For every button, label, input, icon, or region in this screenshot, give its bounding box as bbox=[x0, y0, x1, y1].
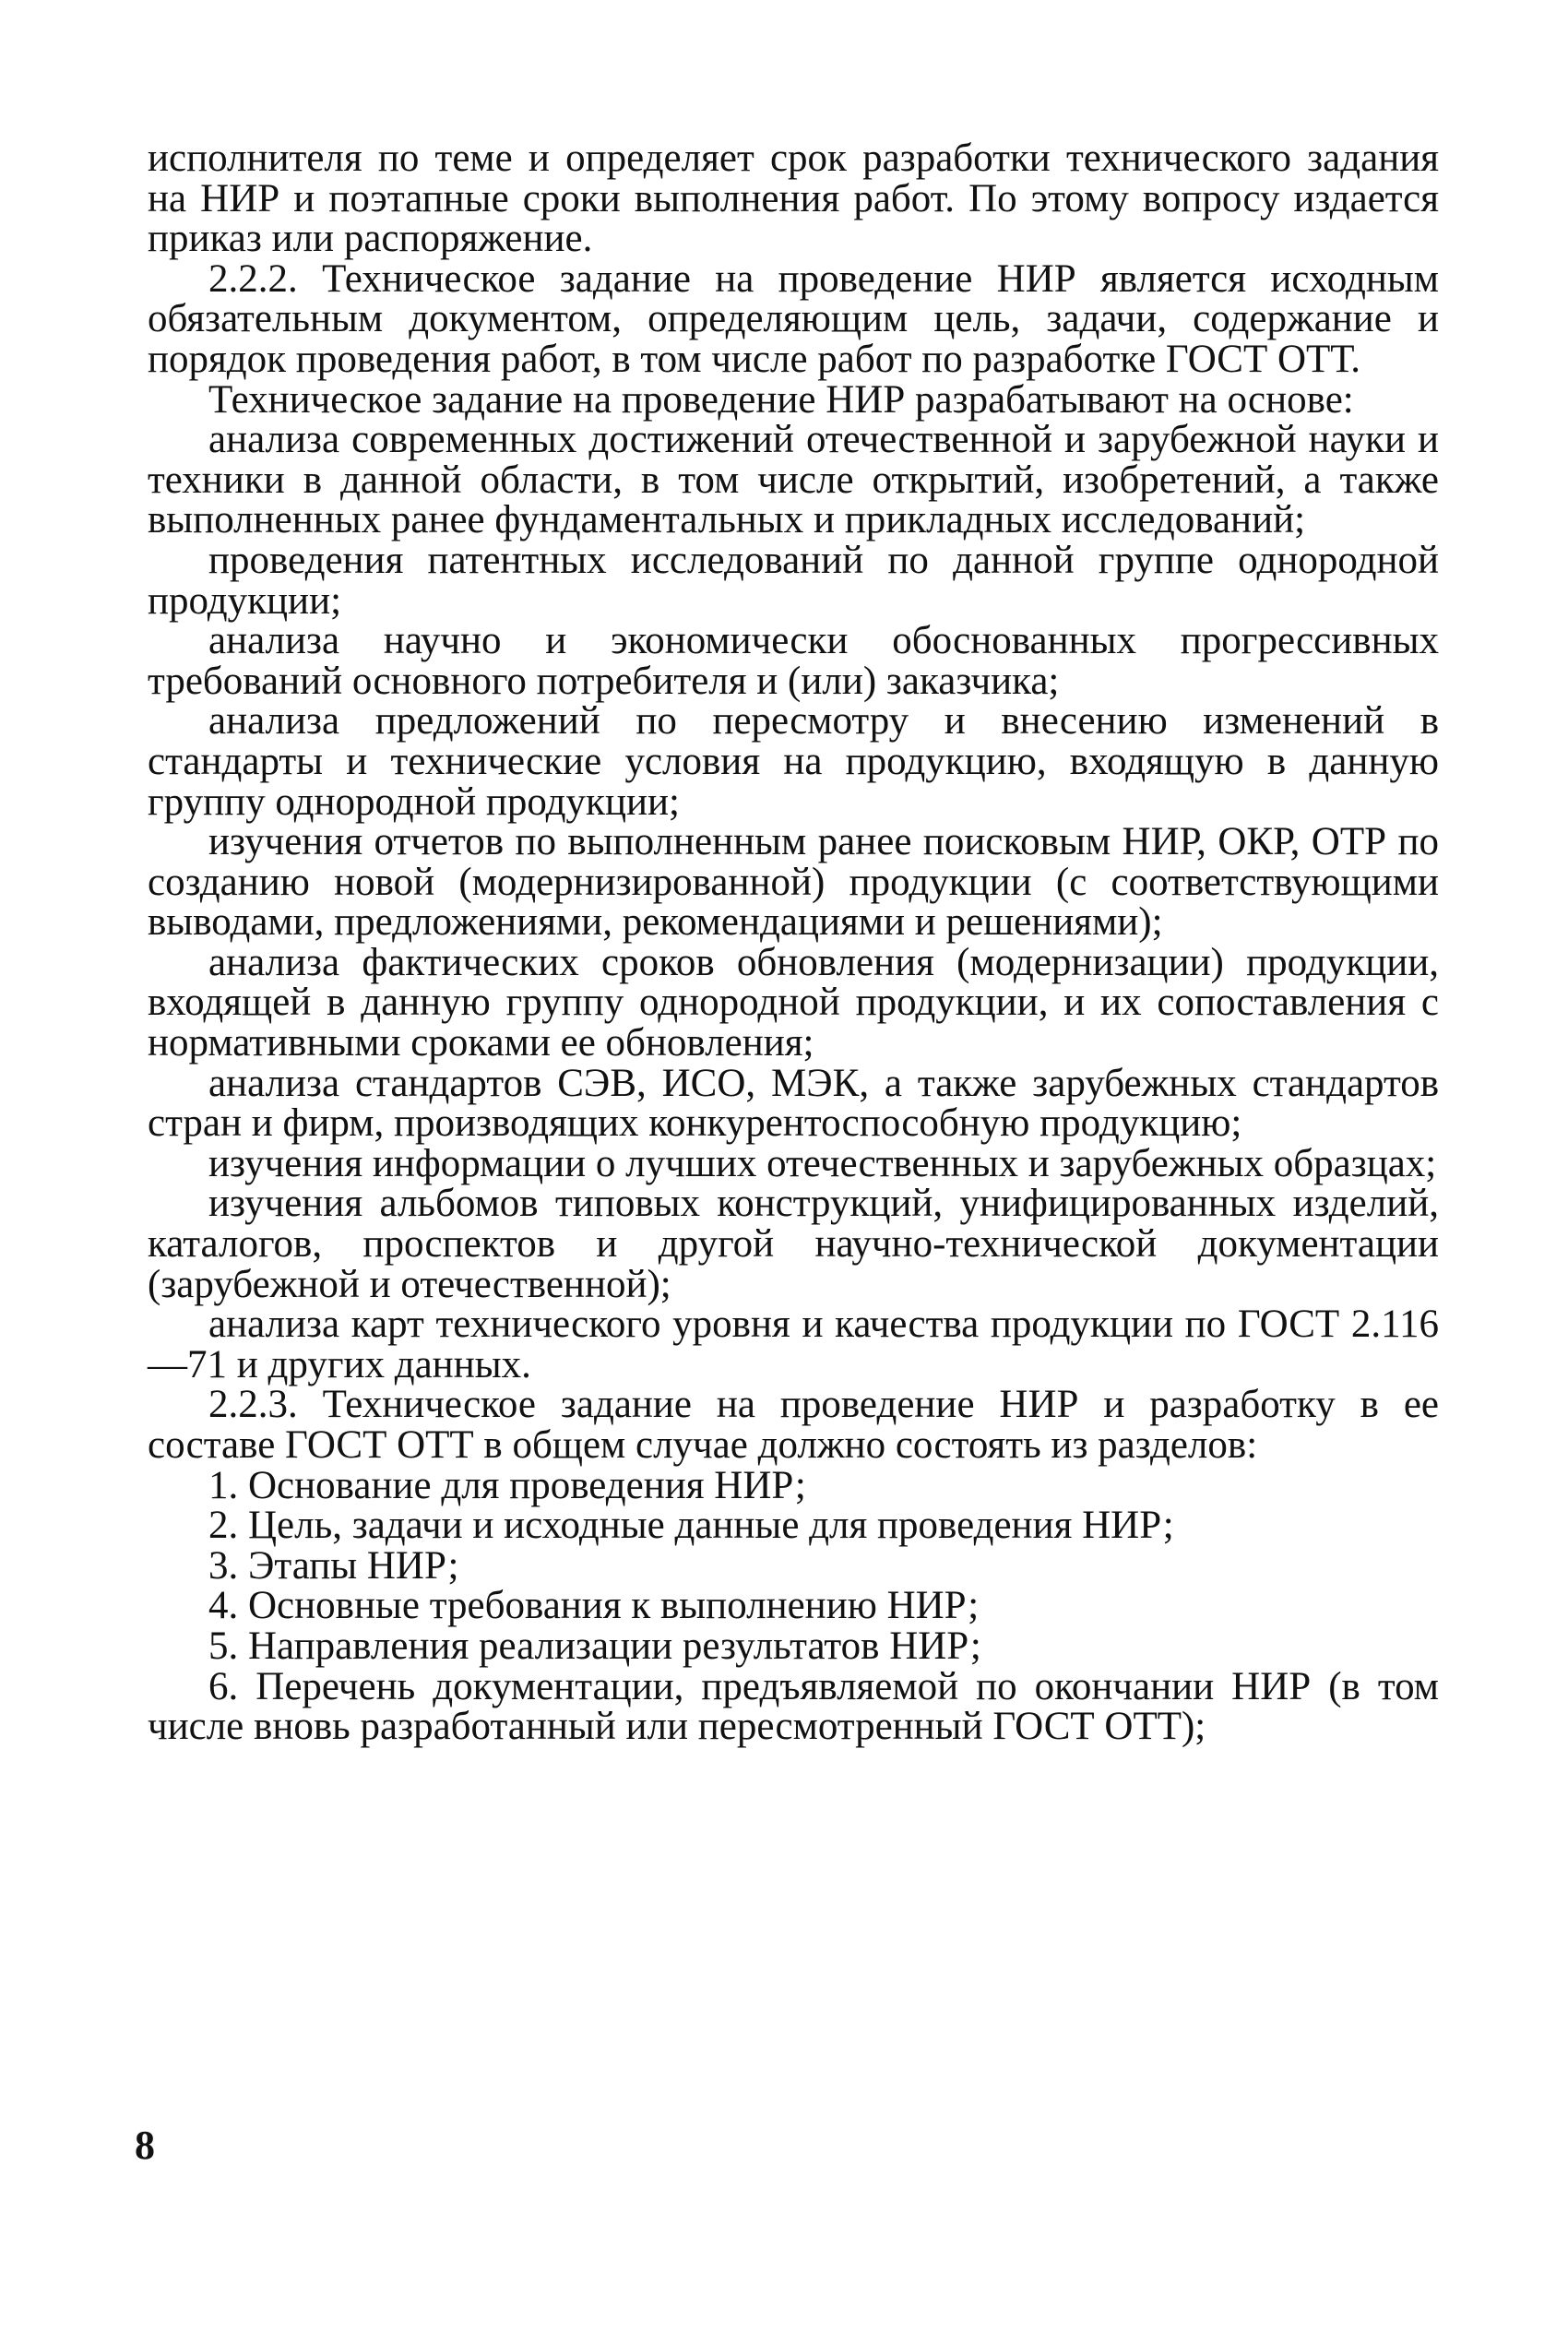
basis-item: анализа карт технического уровня и качества продукции по ГОСТ 2.116—71 и других данных. bbox=[148, 1303, 1439, 1386]
basis-item: проведения патентных исследований по данной группе однородной продукции; bbox=[148, 538, 1439, 623]
basis-item: изучения альбомов типовых конструкций, унифицированных изделий, каталогов, проспектов и другой научно-технической документации (зарубежной и отечественной); bbox=[148, 1182, 1439, 1306]
basis-item: анализа современных достижений отечественной и зарубежной науки и техники в данной области, в том числе открытий, изобретений, а также выполненных ранее фундаментальных и прикладных исследований; bbox=[148, 418, 1439, 542]
basis-item: анализа научно и экономически обоснованных прогрессивных требований основного потребителя и (или) заказчика; bbox=[148, 619, 1439, 703]
section-list-item: 5. Направления реализации результатов НИР; bbox=[208, 1624, 981, 1668]
basis-item: анализа предложений по пересмотру и внесению изменений в стандарты и технические условия на продукцию, входящую в данную группу однородной продукции; bbox=[148, 699, 1439, 824]
paragraph-continuation: исполнителя по теме и определяет срок разработки технического задания на НИР и поэтапные сроки выполнения работ. По этому вопросу издается приказ или распоряжение. bbox=[148, 137, 1439, 261]
section-list-item: 3. Этапы НИР; bbox=[208, 1543, 459, 1588]
basis-item: анализа стандартов СЭВ, ИСО, МЭК, а также зарубежных стандартов стран и фирм, производящих конкурентоспособную продукцию; bbox=[148, 1061, 1439, 1146]
section-list-item: 1. Основание для проведения НИР; bbox=[208, 1463, 806, 1507]
paragraph-basis-intro: Техническое задание на проведение НИР разрабатывают на основе: bbox=[208, 377, 1354, 422]
basis-item: анализа фактических сроков обновления (модернизации) продукции, входящей в данную группу однородной продукции, и их сопоставления с нормативными сроками ее обновления; bbox=[148, 940, 1439, 1065]
document-body bbox=[148, 138, 1439, 1747]
basis-item: изучения отчетов по выполненным ранее поисковым НИР, ОКР, ОТР по созданию новой (модернизированной) продукции (с соответствующими выводами, предложениями, рекомендациями и решениями); bbox=[148, 820, 1439, 945]
section-list-item: 6. Перечень документации, предъявляемой по окончании НИР (в том числе вновь разработанный или пересмотренный ГОСТ ОТТ); bbox=[148, 1664, 1439, 1749]
section-list-item: 4. Основные требования к выполнению НИР; bbox=[208, 1584, 980, 1628]
basis-item: изучения информации о лучших отечественных и зарубежных образцах; bbox=[208, 1141, 1437, 1185]
paragraph-2-2-3: 2.2.3. Техническое задание на проведение НИР и разработку в ее составе ГОСТ ОТТ в общем случае должно состоять из разделов: bbox=[148, 1383, 1439, 1467]
page-number: 8 bbox=[135, 2123, 155, 2168]
section-list-item: 2. Цель, задачи и исходные данные для проведения НИР; bbox=[208, 1504, 1174, 1548]
paragraph-2-2-2: 2.2.2. Техническое задание на проведение НИР является исходным обязательным документом, определяющим цель, задачи, содержание и порядок проведения работ, в том числе работ по разработке ГОСТ ОТТ. bbox=[148, 256, 1439, 381]
